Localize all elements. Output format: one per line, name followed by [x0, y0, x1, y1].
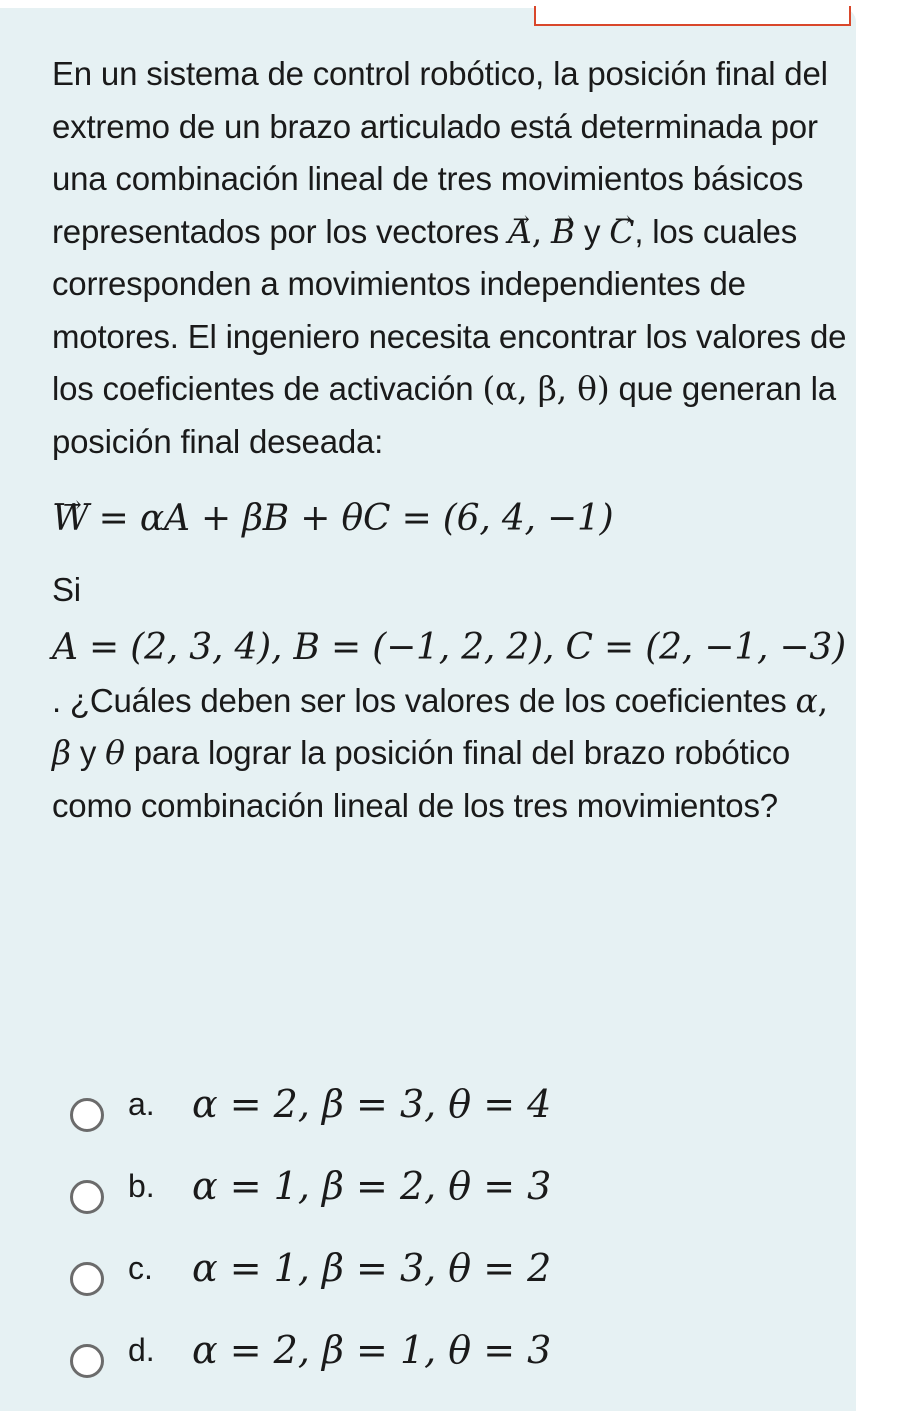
option-expression: α = 2, β = 1, θ = 3 — [192, 1328, 552, 1372]
answer-options — [70, 1070, 770, 1398]
question-ask-cont: para lograr la posición final del brazo robótico como combinación lineal de los tres movimientos? — [52, 734, 791, 824]
option-letter: d. — [128, 1332, 155, 1368]
radio-button-b[interactable] — [70, 1180, 104, 1214]
option-expression: α = 1, β = 2, θ = 3 — [192, 1164, 552, 1208]
option-letter: c. — [128, 1250, 153, 1286]
coefficient-tuple: (α, β, θ) — [482, 369, 610, 408]
question-intro-tail: que generan la posición final deseada: — [52, 370, 836, 460]
target-equation — [52, 492, 852, 546]
vector-c-symbol: C → — [609, 206, 634, 259]
flag-question-box[interactable] — [534, 6, 851, 26]
option-expression: α = 1, β = 3, θ = 2 — [192, 1246, 552, 1290]
question-intro: En un sistema de control robótico, la posición final del extremo de un brazo articulado está determinada por una combinación lineal de tres movimientos básicos representados por los vectores — [52, 55, 828, 250]
radio-button-c[interactable] — [70, 1262, 104, 1296]
option-c[interactable] — [70, 1234, 770, 1316]
radio-button-d[interactable] — [70, 1344, 104, 1378]
conjunction-y: y — [583, 212, 601, 250]
question-paragraph-2: . ¿Cuáles deben ser los valores de los coeficientes α, β y θ para lograr la posición final del brazo robótico como combinación lineal de los tres movimientos? — [52, 680, 828, 824]
option-letter: a. — [128, 1086, 155, 1122]
question-text — [52, 48, 852, 832]
radio-button-a[interactable] — [70, 1098, 104, 1132]
alpha-symbol: α — [795, 680, 818, 720]
option-b[interactable] — [70, 1152, 770, 1234]
vectors-definition: A = (2, 3, 4), B = (−1, 2, 2), C = (2, −1, −3) — [52, 627, 846, 668]
conjunction-y-2: y — [79, 734, 97, 771]
question-paragraph: En un sistema de control robótico, la posición final del extremo de un brazo articulado está determinada por una combinación lineal de tres movimientos básicos representados por los vectores A →, B → y C →, los cuales corresponden a movimientos independientes de motores. El ingeniero necesita encontrar los valores de los coeficientes de activación (α, β, θ) que generan la posición final deseada: — [52, 48, 852, 468]
vector-b-symbol: B → — [551, 206, 575, 259]
vector-a-symbol: A → — [508, 206, 532, 259]
option-letter: b. — [128, 1168, 155, 1204]
theta-symbol: θ — [105, 733, 125, 772]
question-card — [0, 8, 856, 1411]
option-d[interactable] — [70, 1316, 770, 1398]
beta-symbol: β — [52, 733, 71, 772]
option-expression: α = 2, β = 3, θ = 4 — [192, 1082, 552, 1126]
option-a[interactable] — [70, 1070, 770, 1152]
vector-w-symbol: W → — [52, 493, 89, 546]
si-label: Si — [52, 570, 81, 608]
target-equation-rhs: = αA + βB + θC = (6, 4, −1) — [98, 498, 614, 539]
question-intro-cont: , los cuales corresponden a movimientos independientes de motores. El ingeniero necesita encontrar los valores de los coeficientes de activación — [52, 212, 847, 407]
question-ask: . ¿Cuáles deben ser los valores de los coeficientes — [52, 681, 787, 719]
